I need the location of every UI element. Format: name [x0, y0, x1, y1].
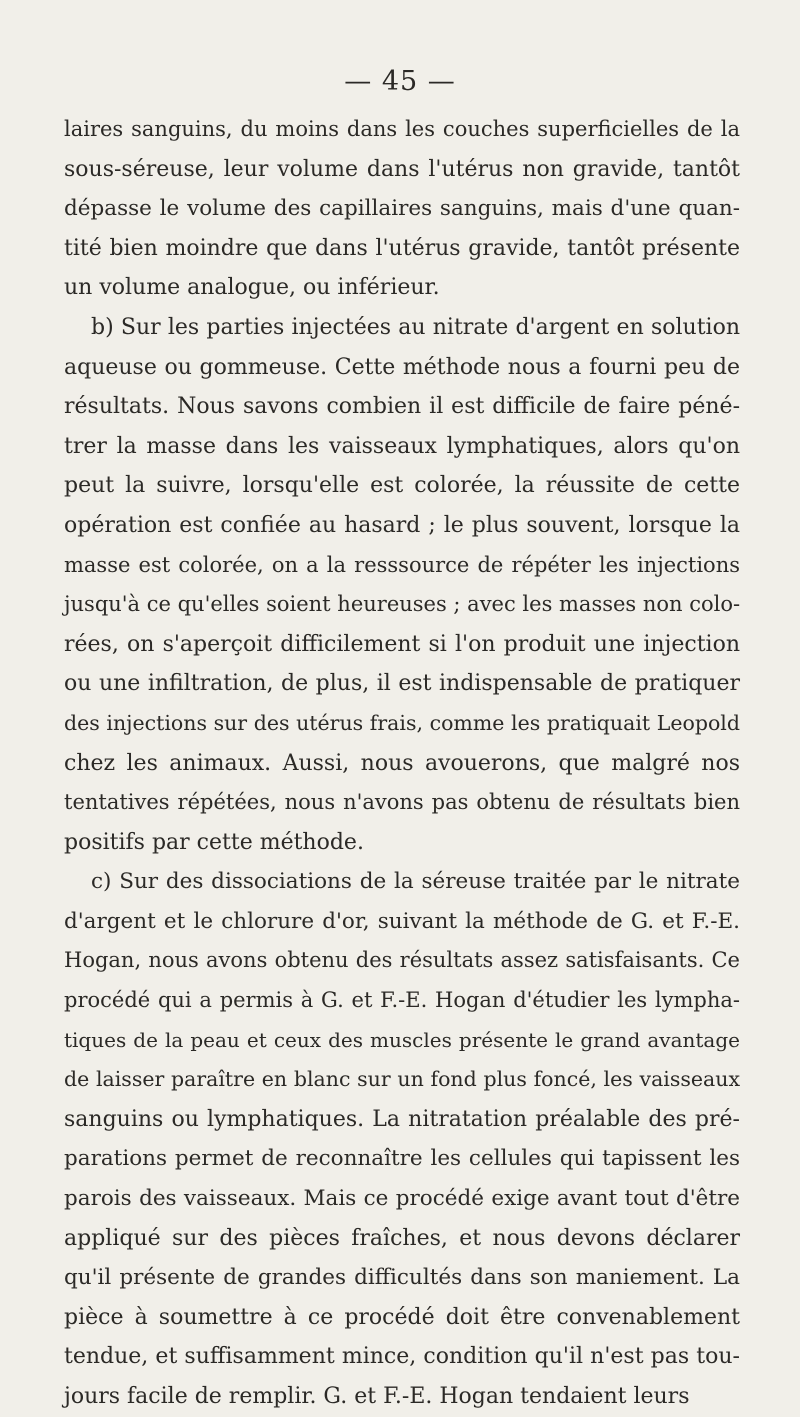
text-line: c) Sur des dissociations de la séreuse traitée par le nitrate [91, 869, 740, 895]
text-line: laires sanguins, du moins dans les couches superficielles de la [64, 117, 740, 141]
text-line: trer la masse dans les vaisseaux lymphatiques, alors qu'on [64, 433, 740, 459]
text-line: chez les animaux. Aussi, nous avouerons, que malgré nos [64, 750, 740, 776]
text-line: peut la suivre, lorsqu'elle est colorée, la réussite de cette [64, 473, 740, 499]
text-line: dépasse le volume des capillaires sanguins, mais d'une quan- [64, 196, 740, 222]
text-line: qu'il présente de grandes difficultés dans son maniement. La [64, 1265, 740, 1291]
text-line: tendue, et suffisamment mince, condition qu'il n'est pas tou- [64, 1344, 740, 1370]
text-line: sanguins ou lymphatiques. La nitratation préalable des pré- [64, 1106, 740, 1132]
text-line: sous-séreuse, leur volume dans l'utérus non gravide, tantôt [64, 156, 740, 182]
text-line: jours facile de remplir. G. et F.-E. Hogan tendaient leurs [64, 1384, 690, 1409]
text-line: b) Sur les parties injectées au nitrate d'argent en solution [91, 314, 740, 340]
text-line: ou une infiltration, de plus, il est indispensable de pratiquer [64, 671, 740, 697]
text-line: rées, on s'aperçoit difficilement si l'on produit une injection [64, 631, 740, 657]
text-line: opération est confiée au hasard ; le plus souvent, lorsque la [64, 512, 740, 538]
page-number: — 45 — [344, 66, 456, 97]
text-line: résultats. Nous savons combien il est difficile de faire péné- [64, 394, 740, 420]
text-line: tité bien moindre que dans l'utérus gravide, tantôt présente [64, 235, 740, 261]
text-line: masse est colorée, on a la resssource de répéter les injections [64, 552, 740, 577]
text-line: de laisser paraître en blanc sur un fond plus foncé, les vaisseaux [64, 1067, 740, 1092]
text-line: d'argent et le chlorure d'or, suivant la méthode de G. et F.-E. [64, 908, 740, 934]
text-line: procédé qui a permis à G. et F.-E. Hogan d'étudier les lympha- [64, 988, 740, 1013]
text-line: jusqu'à ce qu'elles soient heureuses ; avec les masses non colo- [64, 592, 741, 617]
text-line: pièce à soumettre à ce procédé doit être convenablement [64, 1304, 740, 1330]
text-line: tentatives répétées, nous n'avons pas obtenu de résultats bien [64, 790, 740, 815]
text-line: des injections sur des utérus frais, comme les pratiquait Leopold [64, 710, 740, 735]
text-line: un volume analogue, ou inférieur. [64, 275, 440, 301]
text-line: parations permet de reconnaître les cellules qui tapissent les [64, 1146, 740, 1172]
text-line: Hogan, nous avons obtenu des résultats assez satisfaisants. Ce [64, 948, 740, 973]
text-line: tiques de la peau et ceux des muscles présente le grand avantage [64, 1027, 740, 1052]
text-line: parois des vaisseaux. Mais ce procédé exige avant tout d'être [64, 1186, 740, 1212]
text-line: positifs par cette méthode. [64, 829, 364, 855]
text-line: aqueuse ou gommeuse. Cette méthode nous a fourni peu de [64, 354, 740, 380]
body-text [64, 110, 740, 1417]
text-line: appliqué sur des pièces fraîches, et nous devons déclarer [64, 1225, 740, 1251]
